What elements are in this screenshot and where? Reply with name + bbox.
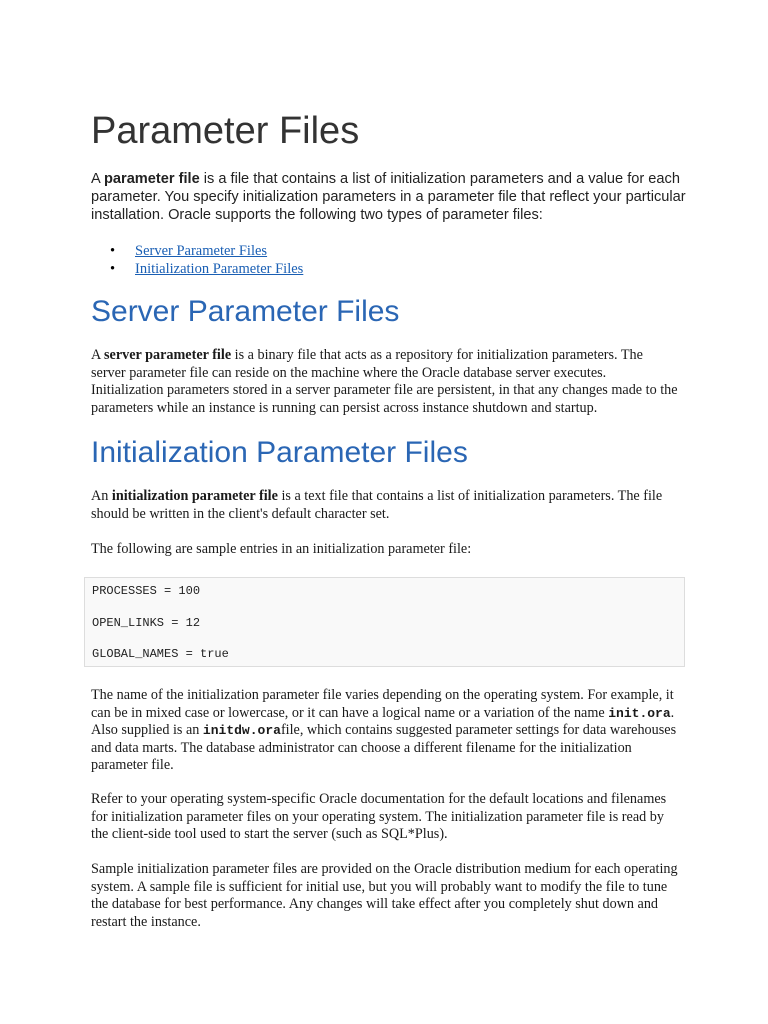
intro-term: parameter file	[103, 171, 200, 187]
init-text: is a text file that contains a list of initialization parameters. The file should be written in the client's default character set.	[91, 488, 663, 522]
intro-paragraph	[91, 170, 687, 224]
intro-text: is a file that contains a list of initialization parameters and a value for each parameter. You specify initialization parameters in a parameter file that reflect your particular installation. Oracle supports the following two types of parameter files:	[91, 171, 686, 223]
link-initialization-parameter-files[interactable]: Initialization Parameter Files	[135, 261, 304, 277]
sample-files-paragraph: Sample initialization parameter files are provided on the Oracle distribution medium for each operating system. A sample file is sufficient for initial use, but you will probably want to modify the file to tune the database for best performance. Any changes will take effect after you completely shut down and restart the instance.	[91, 861, 678, 930]
filename-text-1: The name of the initialization parameter file varies depending on the operating system. For example, it can be in mixed case or lowercase, or it can have a logical name or a variation of the name	[91, 687, 674, 721]
list-item	[91, 242, 303, 260]
heading-initialization-parameter-files: Initialization Parameter Files	[91, 436, 468, 469]
init-term: initialization parameter file	[111, 488, 278, 504]
code-init-ora: init.ora	[608, 705, 671, 721]
code-initdw-ora: initdw.ora	[202, 723, 281, 738]
init-prefix: An	[91, 488, 112, 504]
section-link-list	[91, 242, 303, 278]
code-line: GLOBAL_NAMES = true	[92, 647, 229, 661]
bullet-icon: •	[110, 243, 116, 259]
heading-server-parameter-files: Server Parameter Files	[91, 295, 400, 328]
sample-lead-paragraph: The following are sample entries in an initialization parameter file:	[91, 541, 472, 557]
server-paragraph	[91, 347, 681, 417]
filename-text-3: file, which contains suggested parameter settings for data warehouses and data marts. The database administrator can choose a different filename for the initialization parameter file.	[91, 722, 677, 773]
link-server-parameter-files[interactable]: Server Parameter Files	[135, 243, 268, 259]
code-line: OPEN_LINKS = 12	[92, 616, 201, 630]
list-item	[91, 260, 303, 278]
server-prefix: A	[91, 347, 105, 363]
filename-paragraph	[91, 687, 681, 775]
bullet-icon: •	[110, 261, 116, 277]
init-paragraph	[91, 488, 681, 523]
filename-text-2: . Also supplied is an	[91, 704, 675, 738]
intro-prefix: A	[91, 171, 104, 187]
server-text: is a binary file that acts as a repository for initialization parameters. The server parameter file can reside on the machine where the Oracle database server executes. Initialization parameters stored in a server parameter file are persistent, in that any changes made to the parameters while an instance is running can persist across instance shutdown and startup.	[91, 347, 678, 416]
refer-paragraph: Refer to your operating system-specific Oracle documentation for the default locations and filenames for initialization parameter files on your operating system. The initialization parameter file is read by the client-side tool used to start the server (such as SQL*Plus).	[91, 791, 667, 842]
page-title: Parameter Files	[91, 110, 360, 152]
server-term: server parameter file	[104, 347, 232, 363]
code-line: PROCESSES = 100	[92, 584, 201, 598]
code-sample-box	[84, 577, 685, 667]
